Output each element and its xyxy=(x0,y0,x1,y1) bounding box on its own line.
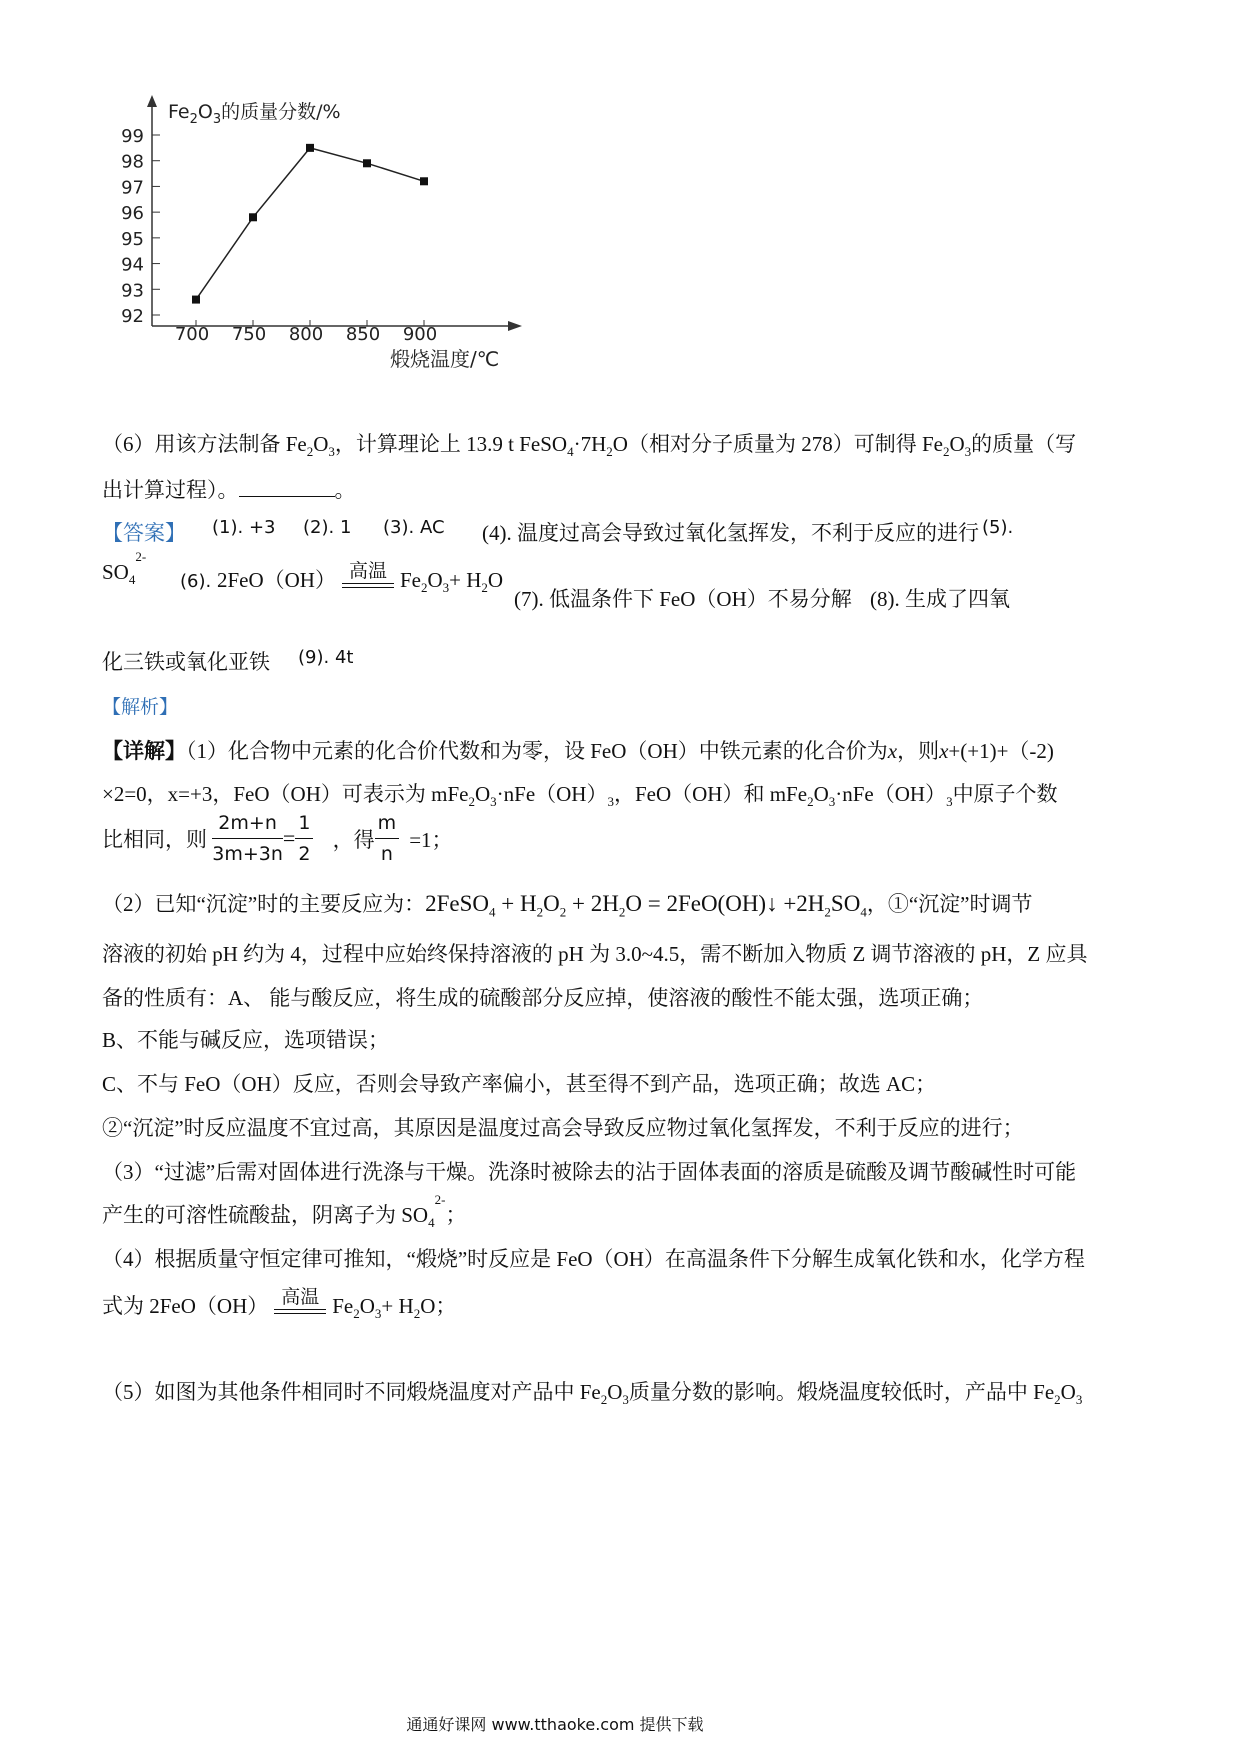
p2-line-4: B、不能与碱反应，选项错误； xyxy=(102,1028,390,1052)
p3-line-2: 产生的可溶性硫酸盐，阴离子为 $SO_4^{2-}$； xyxy=(102,1192,467,1231)
p5-line-1: （5）如图为其他条件相同时不同煅烧温度对产品中 $Fe_2O_3$质量分数的影响。煅烧温度较低时，产品中 $Fe_2O_3$ xyxy=(102,1380,1083,1408)
y-axis-arrow xyxy=(147,95,157,107)
x-tick-label: 750 xyxy=(231,324,267,345)
answer-item-1: (1). +3 xyxy=(212,517,276,538)
analysis-tag: 【解析】 xyxy=(102,696,179,718)
question-6-line-2: 出计算过程）。 。 xyxy=(102,478,356,502)
x-tick-label: 900 xyxy=(402,324,438,345)
question-6-line-1: （6）用该方法制备 $Fe_2O_3$，计算理论上 13.9 t $FeSO_4\cdot 7H_2O$（相对分子质量为 278）可制得 $Fe_2O_3$的质量（写 xyxy=(102,432,1077,460)
y-tick-label: 98 xyxy=(121,151,144,173)
x-axis-arrow xyxy=(508,321,522,331)
answer-tag: 【答案】 xyxy=(102,521,186,545)
answer-line-3: 化三铁或氧化亚铁 xyxy=(102,650,270,674)
answer-item-4: (4). 温度过高会导致过氧化氢挥发，不利于反应的进行 xyxy=(482,521,979,545)
answer-item-3: (3). AC xyxy=(383,517,445,538)
detail-line-3: 比相同，则 $\frac{2m+n}{3m+3n}$ = $\frac{1}{2}$ ，得 $\frac{m}{n}$ =1； xyxy=(102,812,453,865)
y-tick-label: 96 xyxy=(121,203,144,225)
data-point xyxy=(192,296,200,304)
answer-item-6: (6). 2FeO（OH） 高温 $Fe_2O_3+ H_2O$ xyxy=(180,560,504,596)
data-point xyxy=(363,159,371,167)
answer-item-8: (8). 生成了四氧 xyxy=(870,587,1010,611)
series-line xyxy=(196,148,424,300)
p2-line-2: 溶液的初始 pH 约为 4，过程中应始终保持溶液的 pH 为 3.0~4.5，需不断加入物质 Z 调节溶液的 pH，Z 应具 xyxy=(102,942,1088,966)
y-tick-label: 99 xyxy=(121,126,144,147)
answer-line-1 xyxy=(102,517,186,547)
data-point xyxy=(306,144,314,152)
p2-line-3: 备的性质有：A、 能与酸反应，将生成的硫酸部分反应掉，使溶液的酸性不能太强，选项正确； xyxy=(102,986,984,1010)
y-tick-label: 95 xyxy=(121,228,144,250)
ratio-fraction: $\frac{2m+n}{3m+3n}$ xyxy=(212,812,283,865)
p4-line-2: 式为 2FeO（OH） 高温 $Fe_2O_3+ H_2O$； xyxy=(102,1286,457,1322)
p2-line-1: （2）已知“沉淀”时的主要反应为：2FeSO$_4$ + $H_2O_2 + 2H_2O$ = 2FeO(OH)↓ $+2H_2SO_4$，①“沉淀”时调节 xyxy=(102,891,1033,920)
p3-line-1: （3）“过滤”后需对固体进行洗涤与干燥。洗涤时被除去的沾于固体表面的溶质是硫酸及调节酸碱性时可能 xyxy=(102,1160,1077,1184)
p2-line-5: C、不与 FeO（OH）反应，否则会导致产率偏小，甚至得不到产品，选项正确；故选 AC； xyxy=(102,1072,937,1096)
answer-blank xyxy=(239,478,335,497)
y-tick-label: 92 xyxy=(121,306,144,327)
p4-line-1: （4）根据质量守恒定律可推知，“煅烧”时反应是 FeO（OH）在高温条件下分解生成氧化铁和水，化学方程 xyxy=(102,1247,1085,1271)
x-tick-label: 800 xyxy=(288,324,324,345)
detail-tag: 【详解】 xyxy=(102,739,186,763)
data-point xyxy=(420,177,428,185)
y-tick-label: 94 xyxy=(121,254,144,276)
x-tick-label: 700 xyxy=(174,324,210,345)
answer-item-2: (2). 1 xyxy=(303,517,352,538)
y-tick-label: 97 xyxy=(121,177,144,199)
detail-line-1: 【详解】（1）化合物中元素的化合价代数和为零，设 FeO（OH）中铁元素的化合价为x，则x+(+1)+（-2) xyxy=(102,739,1054,763)
answer-item-9: (9). 4t xyxy=(298,647,354,668)
high-temp-condition: 高温 xyxy=(342,560,394,594)
chart-x-label: 煅烧温度/℃ xyxy=(390,347,500,371)
chart-y-label: $Fe_2O_3$的质量分数/% xyxy=(168,101,341,127)
m-over-n-fraction: $\frac{m}{n}$ xyxy=(375,810,400,867)
high-temp-condition-2: 高温 xyxy=(274,1286,326,1320)
x-tick-label: 850 xyxy=(345,324,381,345)
y-tick-label: 93 xyxy=(121,280,144,302)
detail-line-2: ×2=0，x=+3，FeO（OH）可表示为 $mFe_2O_3\cdot nFe(OH)_3$，FeO（OH）和 $mFe_2O_3\cdot nFe(OH)_3$中原子个数 xyxy=(102,782,1058,810)
answer-item-5: (5). xyxy=(982,517,1014,538)
page-footer: 通通好课网 www.tthaoke.com 提供下载 xyxy=(406,1715,704,1734)
p2-line-6: ②“沉淀”时反应温度不宜过高，其原因是温度过高会导致反应物过氧化氢挥发，不利于反应的进行； xyxy=(102,1116,1024,1140)
data-point xyxy=(249,213,257,221)
half-fraction: $\frac{1}{2}$ xyxy=(295,810,313,867)
answer-item-7: (7). 低温条件下 FeO（OH）不易分解 xyxy=(514,587,852,611)
answer-line-2: $SO_4^{2-}$ xyxy=(102,549,147,588)
temperature-chart xyxy=(110,90,580,420)
